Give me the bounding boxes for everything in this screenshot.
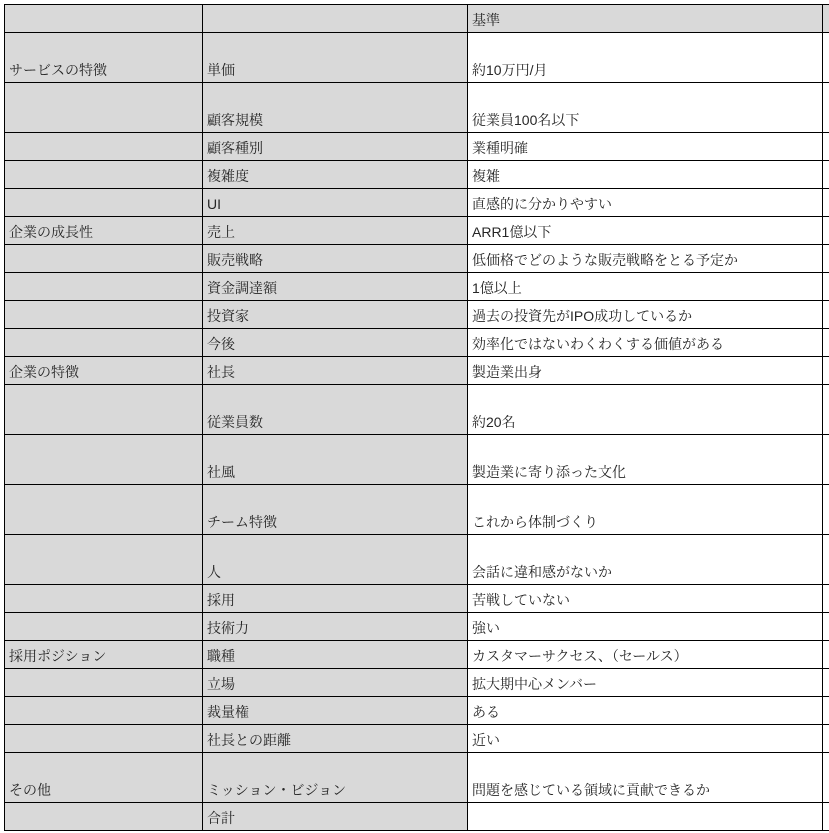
cell-category[interactable] — [5, 385, 203, 435]
table-row — [5, 385, 829, 435]
table-row — [5, 697, 829, 725]
cell-next-column[interactable] — [823, 435, 829, 485]
cell-value[interactable]: 約20名 — [468, 385, 823, 435]
cell-item[interactable]: 技術力 — [203, 613, 468, 641]
cell-next-column[interactable] — [823, 669, 829, 697]
cell-item[interactable]: 今後 — [203, 329, 468, 357]
cell-next-column[interactable] — [823, 5, 829, 33]
cell-value[interactable]: 製造業出身 — [468, 357, 823, 385]
cell-item[interactable]: 職種 — [203, 641, 468, 669]
cell-next-column[interactable] — [823, 535, 829, 585]
cell-category[interactable] — [5, 725, 203, 753]
cell-item[interactable] — [203, 5, 468, 33]
cell-value[interactable]: 直感的に分かりやすい — [468, 189, 823, 217]
cell-next-column[interactable] — [823, 641, 829, 669]
cell-next-column[interactable] — [823, 585, 829, 613]
cell-value[interactable]: 近い — [468, 725, 823, 753]
cell-value[interactable]: 低価格でどのような販売戦略をとる予定か — [468, 245, 823, 273]
criteria-table-body — [5, 5, 829, 831]
cell-item[interactable]: 販売戦略 — [203, 245, 468, 273]
cell-category[interactable]: その他 — [5, 753, 203, 803]
cell-next-column[interactable] — [823, 697, 829, 725]
cell-item[interactable]: ミッション・ビジョン — [203, 753, 468, 803]
cell-category[interactable] — [5, 485, 203, 535]
cell-value[interactable]: 基準 — [468, 5, 823, 33]
cell-item[interactable]: UI — [203, 189, 468, 217]
cell-next-column[interactable] — [823, 217, 829, 245]
table-row — [5, 133, 829, 161]
table-row — [5, 301, 829, 329]
cell-category[interactable] — [5, 5, 203, 33]
cell-item[interactable]: 社風 — [203, 435, 468, 485]
cell-value[interactable]: 問題を感じている領域に貢献できるか — [468, 753, 823, 803]
cell-category[interactable] — [5, 669, 203, 697]
cell-value[interactable]: 業種明確 — [468, 133, 823, 161]
table-row — [5, 803, 829, 831]
cell-value[interactable]: 拡大期中心メンバー — [468, 669, 823, 697]
cell-category[interactable] — [5, 803, 203, 831]
cell-item[interactable]: 立場 — [203, 669, 468, 697]
cell-category[interactable] — [5, 133, 203, 161]
cell-value[interactable] — [468, 803, 823, 831]
cell-category[interactable]: 企業の特徴 — [5, 357, 203, 385]
cell-value[interactable]: カスタマーサクセス、（セールス） — [468, 641, 823, 669]
cell-next-column[interactable] — [823, 725, 829, 753]
cell-value[interactable]: 強い — [468, 613, 823, 641]
table-row — [5, 83, 829, 133]
table-row — [5, 435, 829, 485]
table-row — [5, 189, 829, 217]
cell-item[interactable]: 社長との距離 — [203, 725, 468, 753]
cell-next-column[interactable] — [823, 133, 829, 161]
cell-item[interactable]: 単価 — [203, 33, 468, 83]
cell-category[interactable] — [5, 697, 203, 725]
table-row — [5, 5, 829, 33]
cell-next-column[interactable] — [823, 161, 829, 189]
cell-next-column[interactable] — [823, 803, 829, 831]
table-row — [5, 535, 829, 585]
cell-category[interactable] — [5, 613, 203, 641]
cell-item[interactable]: 顧客規模 — [203, 83, 468, 133]
cell-value[interactable]: 製造業に寄り添った文化 — [468, 435, 823, 485]
table-row — [5, 613, 829, 641]
table-row — [5, 753, 829, 803]
cell-item[interactable]: 資金調達額 — [203, 273, 468, 301]
cell-item[interactable]: 従業員数 — [203, 385, 468, 435]
cell-next-column[interactable] — [823, 753, 829, 803]
cell-next-column[interactable] — [823, 301, 829, 329]
cell-category[interactable] — [5, 161, 203, 189]
cell-item[interactable]: 社長 — [203, 357, 468, 385]
cell-item[interactable]: 裁量権 — [203, 697, 468, 725]
table-row — [5, 669, 829, 697]
cell-item[interactable]: 人 — [203, 535, 468, 585]
cell-value[interactable]: 複雑 — [468, 161, 823, 189]
cell-item[interactable]: 採用 — [203, 585, 468, 613]
cell-category[interactable]: サービスの特徴 — [5, 33, 203, 83]
spreadsheet-viewport — [4, 4, 829, 833]
cell-item[interactable]: 顧客種別 — [203, 133, 468, 161]
cell-next-column[interactable] — [823, 273, 829, 301]
cell-value[interactable]: これから体制づくり — [468, 485, 823, 535]
cell-next-column[interactable] — [823, 189, 829, 217]
cell-value[interactable]: 従業員100名以下 — [468, 83, 823, 133]
cell-category[interactable] — [5, 301, 203, 329]
cell-value[interactable]: 効率化ではないわくわくする価値がある — [468, 329, 823, 357]
cell-value[interactable]: 過去の投資先がIPO成功しているか — [468, 301, 823, 329]
cell-category[interactable] — [5, 189, 203, 217]
cell-category[interactable] — [5, 273, 203, 301]
cell-category[interactable] — [5, 535, 203, 585]
table-row — [5, 357, 829, 385]
cell-value[interactable]: 約10万円/月 — [468, 33, 823, 83]
table-row — [5, 585, 829, 613]
cell-next-column[interactable] — [823, 33, 829, 83]
table-row — [5, 725, 829, 753]
cell-item[interactable]: チーム特徴 — [203, 485, 468, 535]
table-row — [5, 245, 829, 273]
table-row — [5, 641, 829, 669]
cell-item[interactable]: 売上 — [203, 217, 468, 245]
cell-next-column[interactable] — [823, 613, 829, 641]
cell-value[interactable]: 1億以上 — [468, 273, 823, 301]
cell-category[interactable]: 採用ポジション — [5, 641, 203, 669]
cell-category[interactable] — [5, 83, 203, 133]
cell-item[interactable]: 合計 — [203, 803, 468, 831]
cell-item[interactable]: 投資家 — [203, 301, 468, 329]
table-row — [5, 161, 829, 189]
cell-category[interactable] — [5, 245, 203, 273]
table-row — [5, 329, 829, 357]
cell-value[interactable]: ARR1億以下 — [468, 217, 823, 245]
table-row — [5, 485, 829, 535]
cell-next-column[interactable] — [823, 357, 829, 385]
cell-next-column[interactable] — [823, 385, 829, 435]
cell-category[interactable] — [5, 585, 203, 613]
cell-value[interactable]: ある — [468, 697, 823, 725]
cell-next-column[interactable] — [823, 83, 829, 133]
table-row — [5, 33, 829, 83]
cell-item[interactable]: 複雑度 — [203, 161, 468, 189]
table-row — [5, 217, 829, 245]
criteria-table — [4, 4, 829, 831]
cell-value[interactable]: 会話に違和感がないか — [468, 535, 823, 585]
cell-category[interactable] — [5, 435, 203, 485]
cell-next-column[interactable] — [823, 245, 829, 273]
table-row — [5, 273, 829, 301]
cell-next-column[interactable] — [823, 329, 829, 357]
cell-category[interactable]: 企業の成長性 — [5, 217, 203, 245]
cell-category[interactable] — [5, 329, 203, 357]
cell-value[interactable]: 苦戦していない — [468, 585, 823, 613]
cell-next-column[interactable] — [823, 485, 829, 535]
